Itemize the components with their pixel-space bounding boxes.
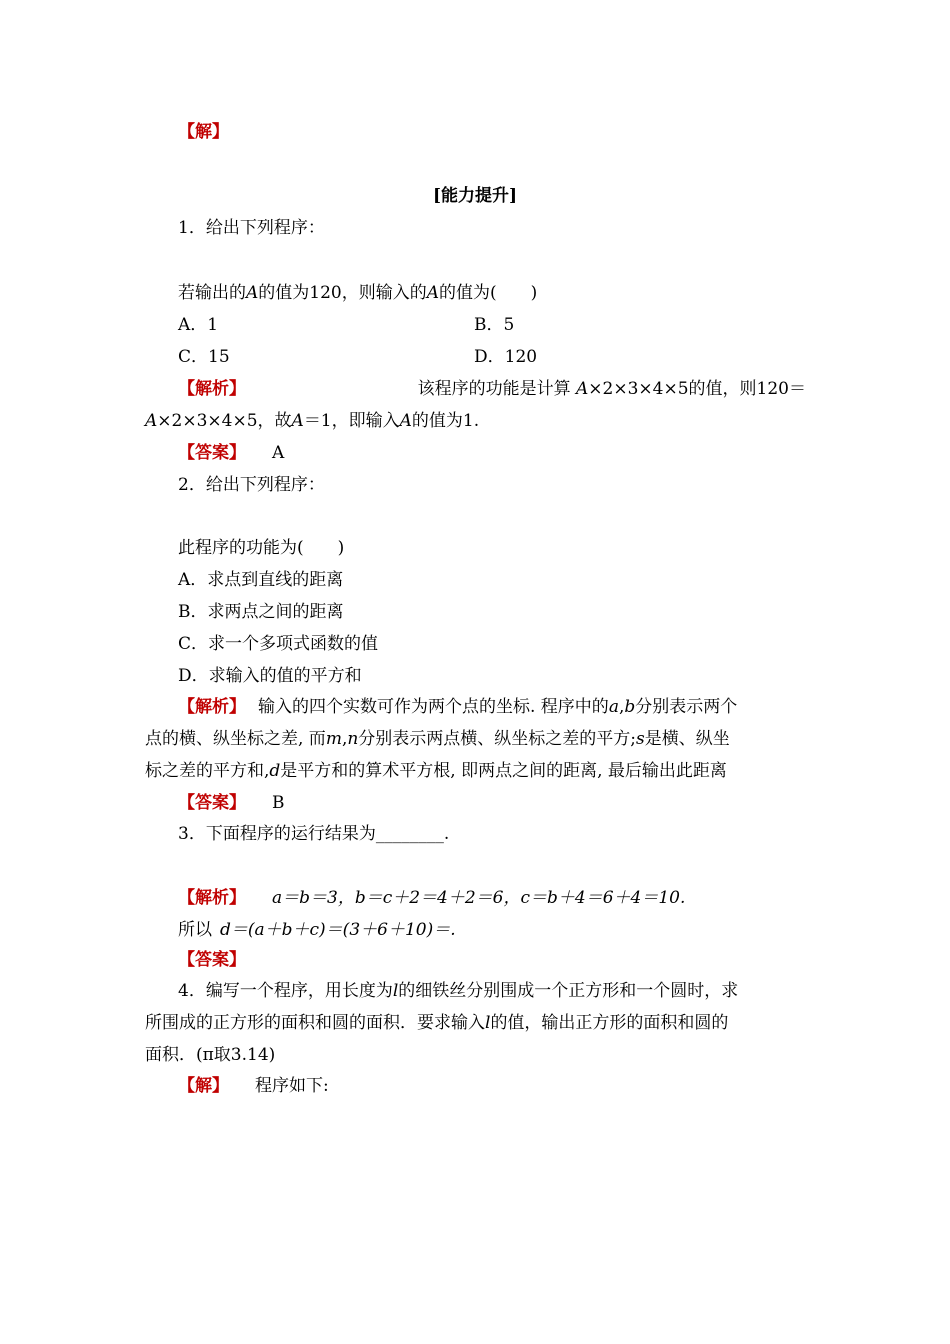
q1-analysis-var4: A: [399, 411, 412, 431]
q1-var-a1: A: [246, 283, 259, 303]
q1-analysis-text2: [145, 405, 479, 437]
q1-analysis-text1: [418, 373, 806, 405]
q2-option-a: [0, 564, 950, 596]
q4-l1-text: [178, 975, 738, 1007]
q1-option-d: D．120: [474, 347, 538, 367]
q2-l2b: ,: [341, 729, 348, 749]
q4-l1-var-l: l: [392, 981, 399, 1001]
q1-analysis-var3: A: [291, 411, 304, 431]
q1-question-text: [178, 277, 537, 309]
q1-analysis-tag: 【解析】: [178, 379, 246, 399]
section-heading: [能力提升]: [432, 186, 518, 206]
q1-analysis-line1-content: [178, 373, 806, 405]
q2-option-c: [0, 628, 950, 660]
q3-analysis-text1: a＝b＝3，b＝c＋2＝4＋2＝6，c＝b＋4＝6＋4＝10.: [272, 888, 686, 908]
q4-line3: [0, 1039, 950, 1071]
solution-tag: 【解】: [178, 122, 229, 142]
q4-l1a: 4．编写一个程序，用长度为: [178, 981, 393, 1001]
q2-answer-tag: 【答案】: [178, 793, 246, 813]
q1-analysis-var2: A: [145, 411, 158, 431]
q3-stem-text: 3．下面程序的运行结果为________.: [178, 824, 450, 844]
q4-l2-var-l: l: [485, 1013, 491, 1033]
q2-analysis-text3: [145, 755, 727, 787]
q2-l2a: 点的横、纵坐标之差, 而: [145, 729, 326, 749]
q1-answer-tag: 【答案】: [178, 443, 246, 463]
q1-analysis-l1a: 该程序的功能是计算: [417, 379, 571, 399]
q4-l2b: 的值，输出正方形的面积和圆的: [490, 1013, 729, 1033]
q1-analysis-l2b: ＝1，即输入: [303, 411, 400, 431]
q4-line1: [0, 975, 950, 1007]
q1-analysis-l2c: 的值为1.: [411, 411, 480, 431]
q4-solution: [0, 1070, 950, 1102]
q2-option-d: [0, 660, 950, 692]
q3-analysis-line1: [0, 882, 950, 914]
q2-stem: [0, 469, 950, 501]
q2-l3-var-d: d: [269, 761, 281, 781]
q2-l3b: 是平方和的算术平方根, 即两点之间的距离, 最后输出此距离: [280, 761, 727, 781]
q2-analysis-line3: [0, 755, 950, 787]
q1-option-a: A．1: [178, 315, 219, 335]
q2-l2-var-s: s: [636, 729, 645, 749]
q3-analysis-l2b: d＝(a＋b＋c)＝(3＋6＋10)＝.: [220, 920, 456, 940]
q2-question-text: 此程序的功能为( ): [178, 538, 345, 558]
q3-analysis-l2a: 所以: [178, 920, 212, 940]
q2-option-a-text: A．求点到直线的距离: [178, 570, 344, 590]
q1-analysis-line1: [0, 373, 950, 405]
q2-l1c: 分别表示两个: [635, 697, 738, 717]
q2-l2d: 是横、纵坐: [644, 729, 730, 749]
q4-solution-tag: 【解】: [178, 1076, 229, 1096]
q1-analysis-l2a: ×2×3×4×5，故: [157, 411, 292, 431]
section-solution: [0, 116, 950, 148]
q2-analysis-tag: 【解析】: [178, 697, 246, 717]
q2-analysis-line2: [0, 723, 950, 755]
q4-line1-content: [178, 975, 806, 1007]
q1-ask-a: 若输出的: [178, 283, 246, 303]
q1-analysis-line2: [0, 405, 950, 437]
q2-l2-var-m: m: [325, 729, 342, 749]
q1-options-row2: [0, 341, 950, 373]
q4-solution-text: 程序如下:: [255, 1076, 329, 1096]
q1-option-b: B．5: [474, 315, 515, 335]
q1-answer-value: A: [272, 443, 285, 463]
q2-l1a: 输入的四个实数可作为两个点的坐标. 程序中的: [258, 697, 609, 717]
q1-answer: [0, 437, 950, 469]
q1-option-c: C．15: [178, 347, 230, 367]
q2-answer: [0, 787, 950, 819]
q2-question: [0, 532, 950, 564]
q3-stem: [0, 818, 950, 850]
q2-analysis-line1: [0, 691, 950, 723]
q3-analysis-tag: 【解析】: [178, 888, 246, 908]
q1-stem-text: 1．给出下列程序：: [178, 218, 325, 238]
q2-stem-text: 2．给出下列程序：: [178, 475, 325, 495]
q2-option-c-text: C．求一个多项式函数的值: [178, 634, 379, 654]
q1-analysis-var1: A: [576, 379, 589, 399]
q1-ask-b: 的值为120，则输入的: [258, 283, 427, 303]
q2-analysis-text1: [258, 691, 737, 723]
q4-l1b: 的细铁丝分别围成一个正方形和一个圆时，求: [398, 981, 739, 1001]
q3-analysis-line2: [0, 914, 950, 946]
q2-option-b-text: B．求两点之间的距离: [178, 602, 344, 622]
q2-l2c: 分别表示两点横、纵坐标之差的平方;: [358, 729, 637, 749]
q4-l2-text: [145, 1007, 728, 1039]
q1-options-row1: [0, 309, 950, 341]
q2-answer-value: B: [272, 793, 285, 813]
q2-l3a: 标之差的平方和,: [145, 761, 270, 781]
q2-l1-var-b: b: [624, 697, 636, 717]
q4-l3-text: 面积．(π取3.14): [145, 1045, 276, 1065]
q2-l1-var-a: a: [608, 697, 619, 717]
q2-option-b: [0, 596, 950, 628]
q2-analysis-text2: [145, 723, 730, 755]
q3-answer: [0, 944, 950, 976]
q1-ask-c: 的值为( ): [439, 283, 538, 303]
q3-answer-tag: 【答案】: [178, 950, 246, 970]
q4-l2a: 所围成的正方形的面积和圆的面积．要求输入: [145, 1013, 485, 1033]
q2-l2-var-n: n: [347, 729, 359, 749]
q1-var-a2: A: [426, 283, 440, 303]
q2-l1b: ,: [618, 697, 625, 717]
q1-analysis-l1b: ×2×3×4×5的值，则120＝: [588, 379, 806, 399]
q4-line2: [0, 1007, 950, 1039]
q1-question: [0, 277, 950, 309]
q1-stem: [0, 212, 950, 244]
q2-option-d-text: D．求输入的值的平方和: [178, 666, 362, 686]
